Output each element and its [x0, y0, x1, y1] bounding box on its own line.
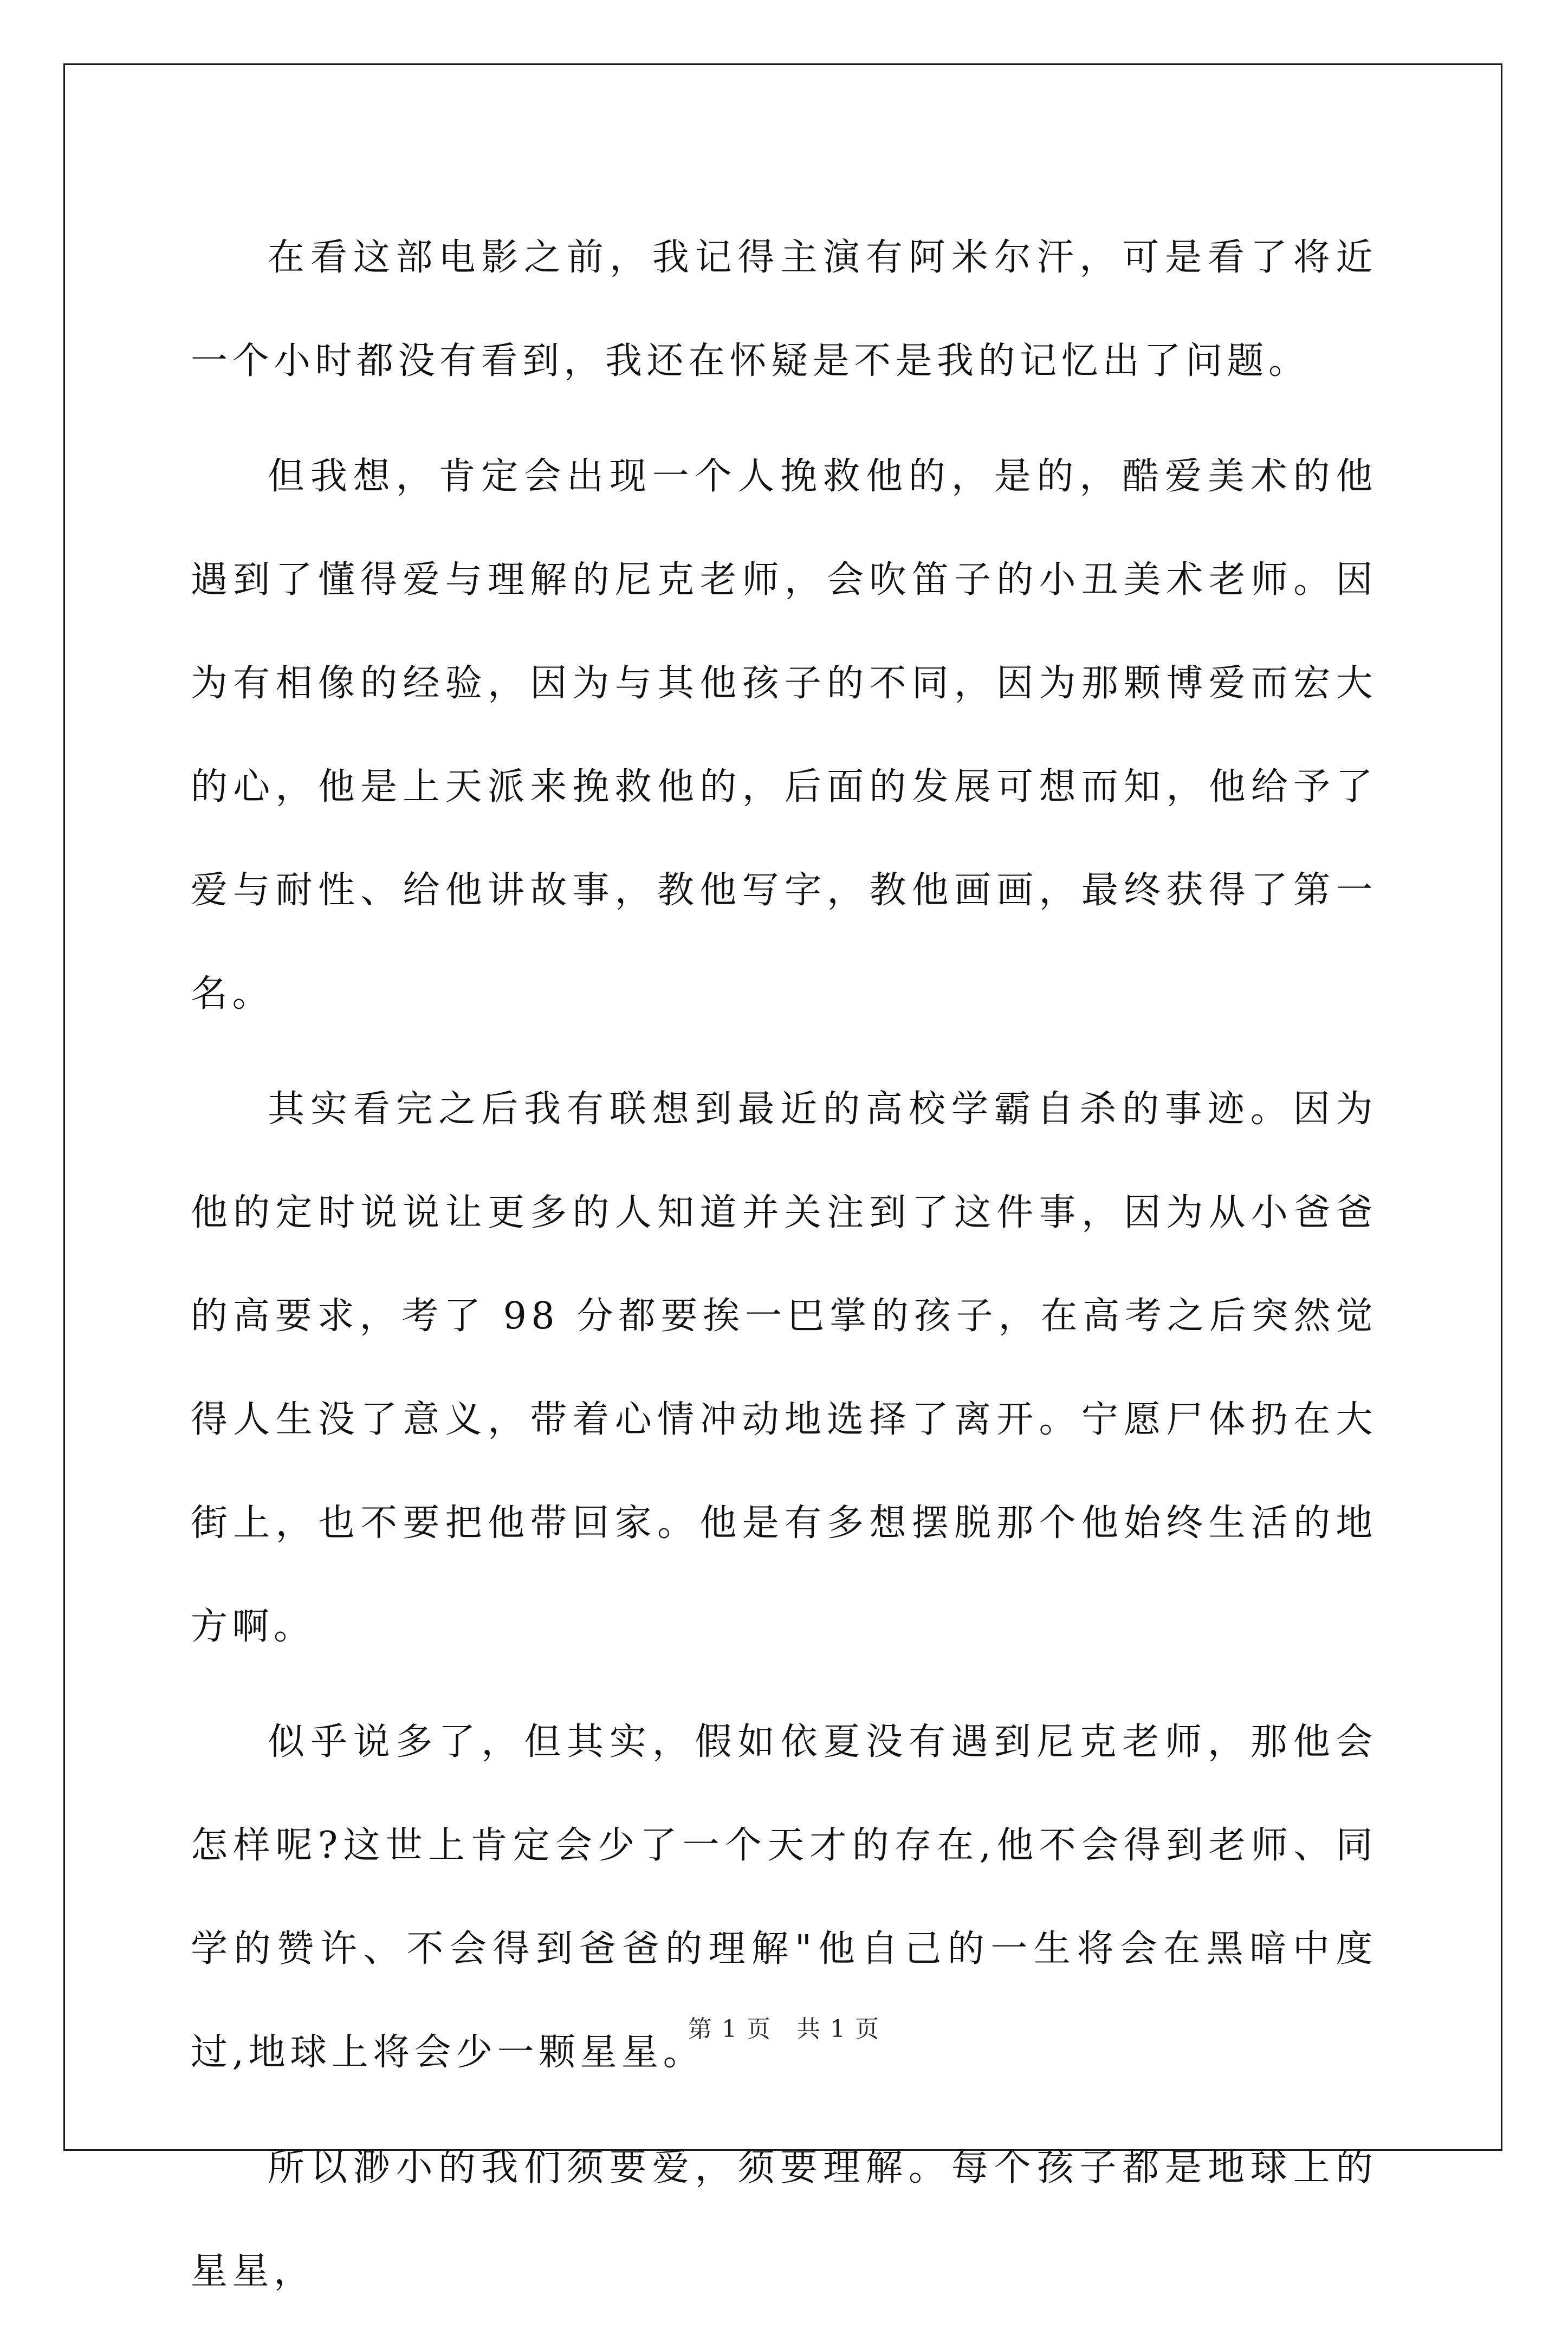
paragraph-1: 在看这部电影之前，我记得主演有阿米尔汗，可是看了将近一个小时都没有看到，我还在怀疑是不是我的记忆出了问题。 [191, 236, 1377, 382]
paragraph-3: 其实看完之后我有联想到最近的高校学霸自杀的事迹。因为他的定时说说让更多的人知道并关注到了这件事，因为从小爸爸的高要求，考了 98 分都要挨一巴掌的孩子，在高考之后突然觉得人生没了意义，带着心情冲动地选择了离开。宁愿尸体扔在大街上，也不要把他带回家。他是有多想摆脱那个他始终生活的地方啊。 [191, 1088, 1377, 1648]
paragraph-5: 所以渺小的我们须要爱，须要理解。每个孩子都是地球上的星星， [191, 2146, 1377, 2293]
paragraph-2: 但我想，肯定会出现一个人挽救他的，是的，酷爱美术的他遇到了懂得爱与理解的尼克老师，会吹笛子的小丑美术老师。因为有相像的经验，因为与其他孩子的不同，因为那颗博爱而宏大的心，他是上天派来挽救他的，后面的发展可想而知，他给予了爱与耐性、给他讲故事，教他写字，教他画画，最终获得了第一名。 [191, 455, 1377, 1015]
page-number-footer: 第 1 页 共 1 页 [688, 2015, 880, 2043]
paragraph-4: 似乎说多了，但其实，假如依夏没有遇到尼克老师，那他会怎样呢?这世上肯定会少了一个天才的存在,他不会得到老师、同学的赞许、不会得到爸爸的理解"他自己的一生将会在黑暗中度过,地球上将会少一颗星星。 [191, 1721, 1377, 2074]
